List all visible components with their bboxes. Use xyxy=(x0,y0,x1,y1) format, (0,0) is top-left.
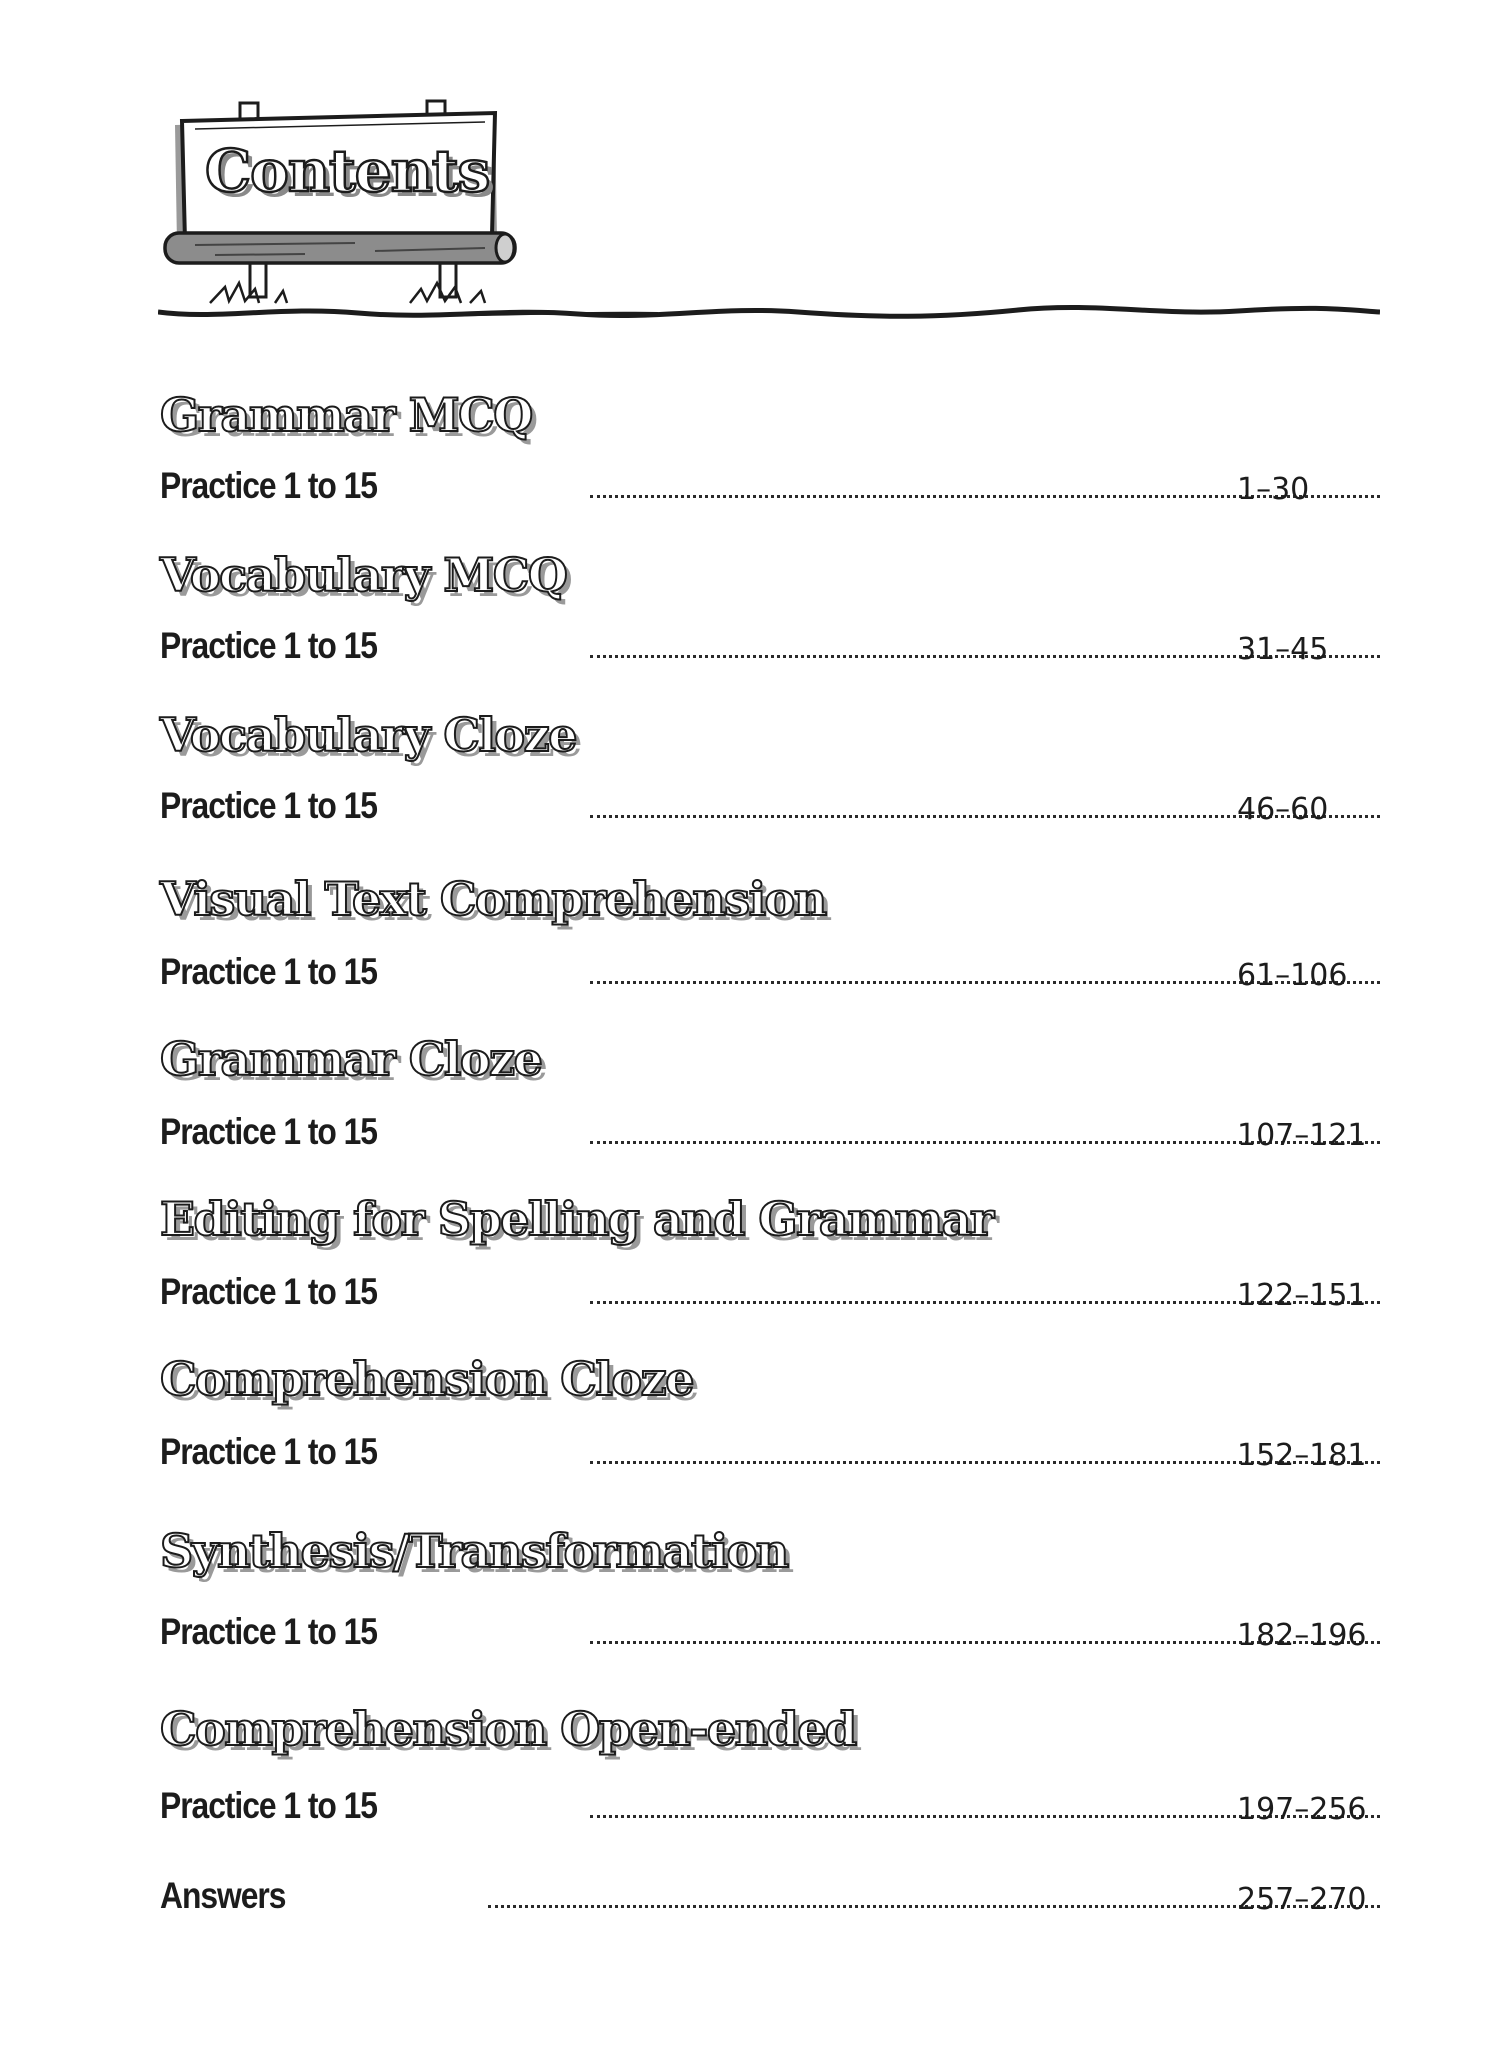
page-title: Contents xyxy=(205,137,490,205)
section-heading: Grammar Cloze xyxy=(160,1032,542,1086)
contents-sign xyxy=(155,95,535,320)
page-range: 31–45 xyxy=(1237,632,1329,667)
entry-label: Answers xyxy=(160,1875,286,1916)
entry-label: Practice 1 to 15 xyxy=(160,951,377,992)
page-range: 46–60 xyxy=(1237,792,1329,827)
section-heading: Grammar MCQ xyxy=(160,388,532,442)
entry-label: Practice 1 to 15 xyxy=(160,1111,377,1152)
page-range: 197–256 xyxy=(1237,1792,1367,1827)
sign-board-illustration xyxy=(155,95,535,320)
entry-label: Practice 1 to 15 xyxy=(160,785,377,826)
page-range: 122–151 xyxy=(1237,1278,1367,1313)
page-range: 107–121 xyxy=(1237,1118,1367,1153)
ground-line-divider xyxy=(158,300,1380,324)
section-heading: Comprehension Cloze xyxy=(160,1352,693,1406)
section-heading: Comprehension Open-ended xyxy=(160,1702,856,1756)
section-heading: Synthesis/Transformation xyxy=(160,1524,788,1578)
section-heading: Editing for Spelling and Grammar xyxy=(160,1192,993,1246)
page-range: 152–181 xyxy=(1237,1438,1367,1473)
entry-label: Practice 1 to 15 xyxy=(160,1271,377,1312)
entry-label: Practice 1 to 15 xyxy=(160,1431,377,1472)
page-range: 1–30 xyxy=(1237,472,1310,507)
section-heading: Vocabulary Cloze xyxy=(160,708,576,762)
section-heading: Vocabulary MCQ xyxy=(160,548,567,602)
page-range: 257–270 xyxy=(1237,1882,1367,1917)
page-range: 61–106 xyxy=(1237,958,1348,993)
page-range: 182–196 xyxy=(1237,1618,1367,1653)
section-heading: Visual Text Comprehension xyxy=(160,872,826,926)
entry-label: Practice 1 to 15 xyxy=(160,465,377,506)
entry-label: Practice 1 to 15 xyxy=(160,625,377,666)
entry-label: Practice 1 to 15 xyxy=(160,1785,377,1826)
entry-label: Practice 1 to 15 xyxy=(160,1611,377,1652)
